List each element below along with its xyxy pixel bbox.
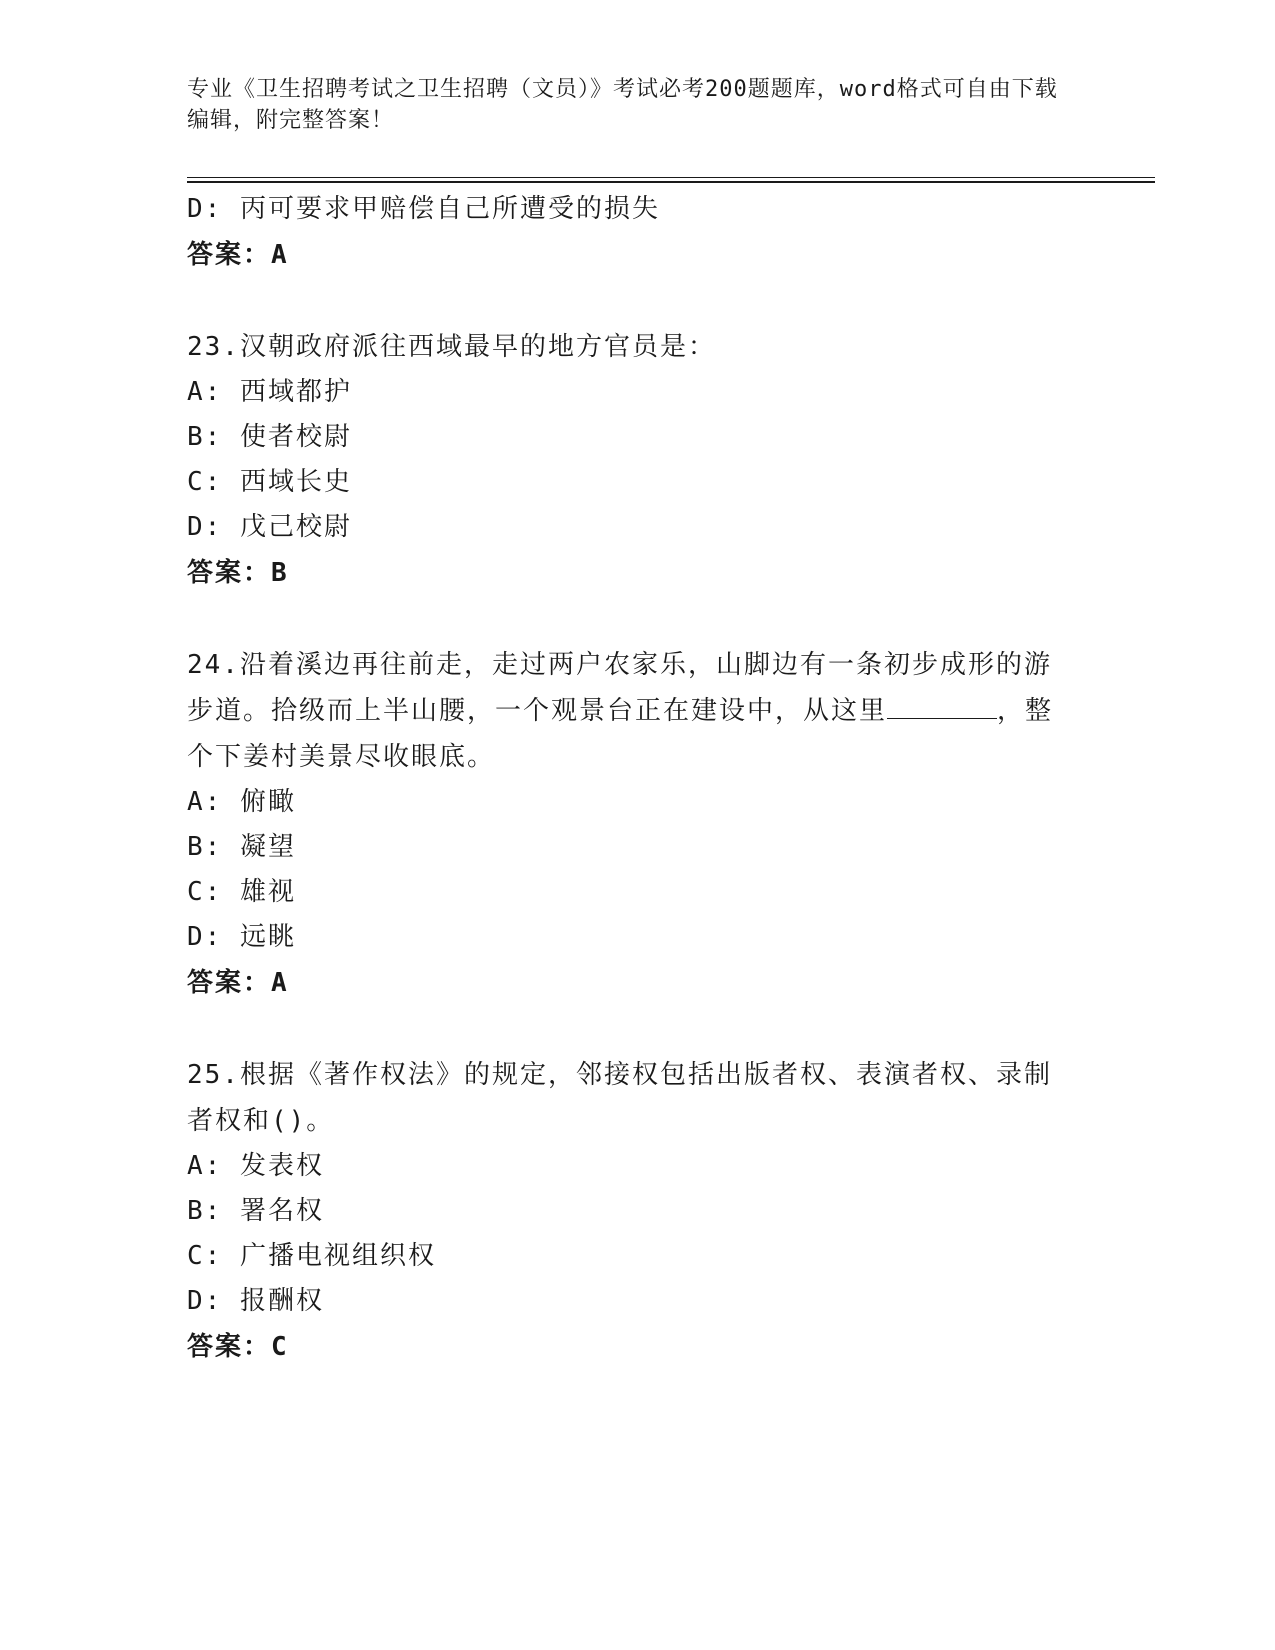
option-b: B: 使者校尉 [187,422,352,452]
answer-line: 答案：A [187,240,289,270]
document-header: 专业《卫生招聘考试之卫生招聘（文员）》考试必考200题题库，word格式可自由下载编辑，附完整答案！ [187,77,1058,133]
question-text-part1: 24.沿着溪边再往前走，走过两户农家乐，山脚边有一条初步成形的游步道。拾级而上半山腰，一个观景台正在建设中，从这里 [187,650,1052,726]
option-d: D: 远眺 [187,922,296,952]
spacer [187,596,1067,642]
option-d: D: 报酬权 [187,1286,324,1316]
question-text-part2: ，整个下姜村美景尽收眼底。 [187,696,1054,772]
header-divider-thin [187,177,1155,178]
option-d: D: 丙可要求甲赔偿自己所遭受的损失 [187,194,660,224]
header-divider-thick [187,181,1155,183]
question-text: 23.汉朝政府派往西域最早的地方官员是： [187,332,716,362]
spacer [187,278,1067,324]
answer-line: 答案：C [187,1332,289,1362]
option-c: C: 广播电视组织权 [187,1241,436,1271]
option-b: B: 署名权 [187,1196,324,1226]
question-text: 25.根据《著作权法》的规定，邻接权包括出版者权、表演者权、录制者权和()。 [187,1060,1052,1136]
option-a: A: 俯瞰 [187,787,296,817]
question-text [187,642,1067,780]
option-b: B: 凝望 [187,832,296,862]
question-list [187,187,1067,1370]
option-a: A: 发表权 [187,1151,324,1181]
option-c: C: 西域长史 [187,467,352,497]
option-a: A: 西域都护 [187,377,352,407]
fill-in-blank [887,694,997,719]
answer-line: 答案：A [187,968,289,998]
option-c: C: 雄视 [187,877,296,907]
answer-line: 答案：B [187,558,289,588]
spacer [187,1006,1067,1052]
option-d: D: 戊己校尉 [187,512,352,542]
